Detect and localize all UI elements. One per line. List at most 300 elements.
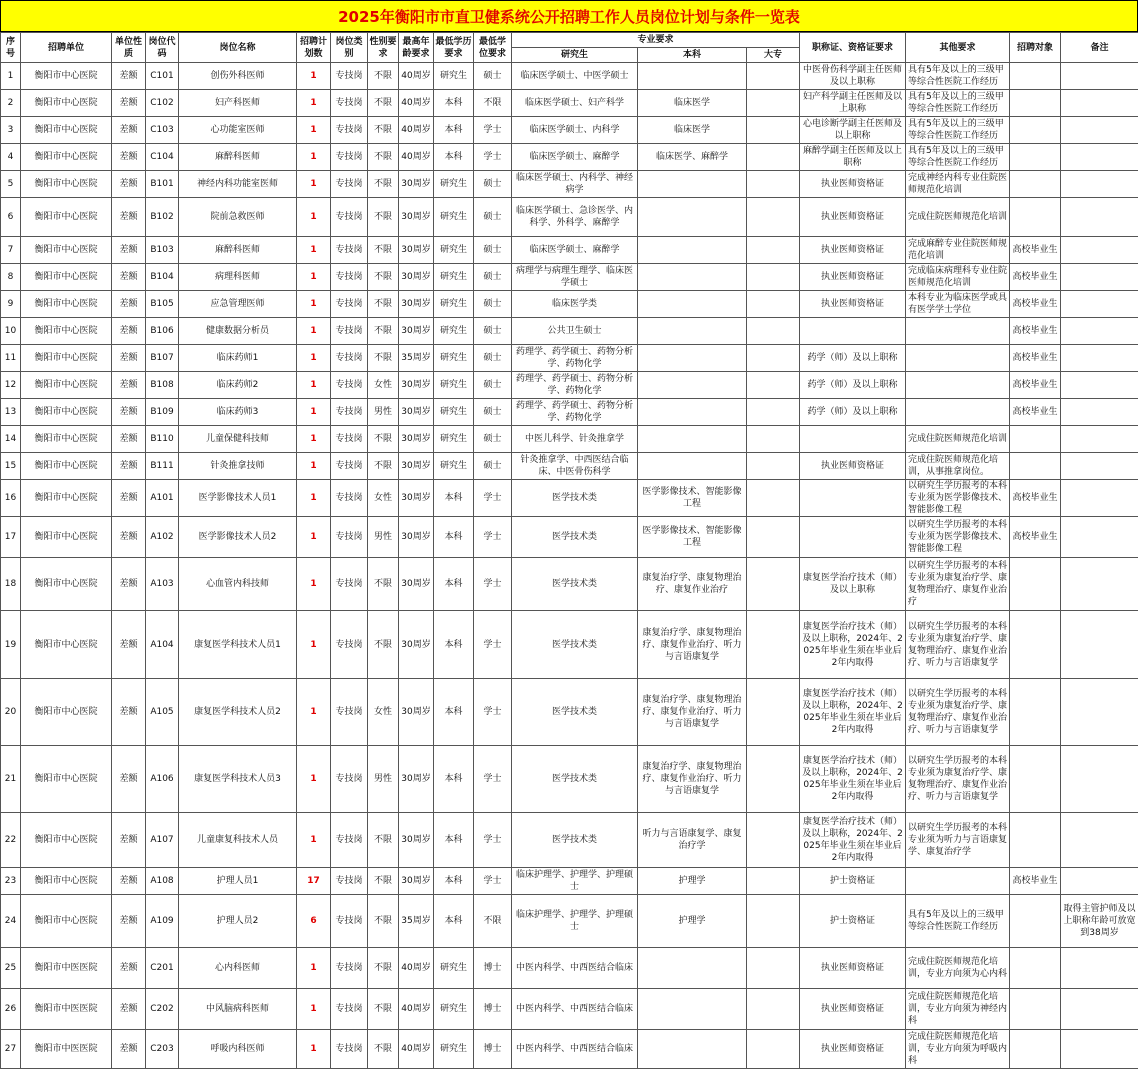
cell-unit: 衡阳市中心医院 (21, 90, 112, 117)
cell-note (1061, 813, 1138, 868)
table-row (1, 198, 1138, 237)
cell-post: 康复医学科技术人员2 (179, 679, 297, 746)
cell-unit: 衡阳市中心医院 (21, 813, 112, 868)
cell-code: B107 (146, 345, 179, 372)
cell-target: 高校毕业生 (1010, 372, 1061, 399)
cell-grad: 临床医学硕士、内科学 (512, 117, 638, 144)
cell-target (1010, 198, 1061, 237)
page-title: 2025年衡阳市市直卫健系统公开招聘工作人员岗位计划与条件一览表 (0, 0, 1138, 32)
cell-edu: 研究生 (434, 318, 474, 345)
table-row (1, 558, 1138, 611)
cell-category: 专技岗 (331, 318, 368, 345)
cell-bach (638, 426, 747, 453)
cell-nature: 差额 (112, 426, 146, 453)
cell-junior (747, 399, 800, 426)
cell-code: B110 (146, 426, 179, 453)
table-row (1, 948, 1138, 989)
cell-seq: 11 (1, 345, 21, 372)
cell-age: 30周岁 (399, 558, 434, 611)
cell-seq: 14 (1, 426, 21, 453)
cell-gender: 男性 (368, 746, 399, 813)
cell-nature: 差额 (112, 291, 146, 318)
cell-grad: 病理学与病理生理学、临床医学硕士 (512, 264, 638, 291)
cell-cert: 妇产科学副主任医师及以上职称 (800, 90, 906, 117)
cell-other (906, 399, 1010, 426)
cell-degree: 学士 (474, 611, 512, 679)
cell-plan: 1 (297, 813, 331, 868)
cell-category: 专技岗 (331, 611, 368, 679)
cell-unit: 衡阳市中心医院 (21, 679, 112, 746)
cell-gender: 不限 (368, 198, 399, 237)
cell-seq: 17 (1, 517, 21, 558)
cell-cert: 执业医师资格证 (800, 237, 906, 264)
table-row (1, 611, 1138, 679)
cell-unit: 衡阳市中心医院 (21, 264, 112, 291)
cell-target: 高校毕业生 (1010, 480, 1061, 517)
table-row (1, 117, 1138, 144)
cell-junior (747, 291, 800, 318)
cell-nature: 差额 (112, 1030, 146, 1069)
cell-junior (747, 868, 800, 895)
cell-age: 30周岁 (399, 453, 434, 480)
cell-other: 具有5年及以上的三级甲等综合性医院工作经历 (906, 117, 1010, 144)
cell-code: B103 (146, 237, 179, 264)
cell-other: 完成住院医师规范化培训，专业方向须为心内科 (906, 948, 1010, 989)
cell-target (1010, 611, 1061, 679)
cell-unit: 衡阳市中心医院 (21, 345, 112, 372)
cell-junior (747, 480, 800, 517)
header-nature: 单位性质 (112, 33, 146, 63)
cell-gender: 男性 (368, 517, 399, 558)
cell-grad: 医学技术类 (512, 558, 638, 611)
cell-gender: 不限 (368, 63, 399, 90)
cell-seq: 27 (1, 1030, 21, 1069)
cell-edu: 本科 (434, 868, 474, 895)
cell-post: 神经内科功能室医师 (179, 171, 297, 198)
cell-grad: 中医儿科学、针灸推拿学 (512, 426, 638, 453)
cell-plan: 1 (297, 171, 331, 198)
cell-post: 针灸推拿技师 (179, 453, 297, 480)
cell-gender: 不限 (368, 345, 399, 372)
cell-target (1010, 63, 1061, 90)
cell-age: 40周岁 (399, 90, 434, 117)
cell-degree: 学士 (474, 746, 512, 813)
cell-note (1061, 989, 1138, 1030)
cell-cert: 护士资格证 (800, 868, 906, 895)
cell-junior (747, 372, 800, 399)
cell-target (1010, 90, 1061, 117)
cell-cert: 执业医师资格证 (800, 198, 906, 237)
cell-junior (747, 237, 800, 264)
cell-note (1061, 1030, 1138, 1069)
cell-bach (638, 345, 747, 372)
cell-unit: 衡阳市中心医院 (21, 372, 112, 399)
cell-plan: 1 (297, 117, 331, 144)
cell-note (1061, 372, 1138, 399)
cell-post: 应急管理医师 (179, 291, 297, 318)
cell-category: 专技岗 (331, 426, 368, 453)
cell-gender: 不限 (368, 237, 399, 264)
cell-grad: 临床医学硕士、中医学硕士 (512, 63, 638, 90)
cell-post: 儿童保健科技师 (179, 426, 297, 453)
cell-code: A102 (146, 517, 179, 558)
cell-gender: 不限 (368, 171, 399, 198)
cell-note (1061, 345, 1138, 372)
cell-grad: 临床医学硕士、麻醉学 (512, 237, 638, 264)
cell-category: 专技岗 (331, 90, 368, 117)
cell-nature: 差额 (112, 746, 146, 813)
cell-seq: 1 (1, 63, 21, 90)
cell-cert: 执业医师资格证 (800, 264, 906, 291)
cell-grad: 临床护理学、护理学、护理硕士 (512, 868, 638, 895)
cell-seq: 12 (1, 372, 21, 399)
cell-other: 具有5年及以上的三级甲等综合性医院工作经历 (906, 895, 1010, 948)
header-seq: 序号 (1, 33, 21, 63)
cell-degree: 硕士 (474, 399, 512, 426)
table-row (1, 399, 1138, 426)
cell-plan: 1 (297, 372, 331, 399)
cell-cert: 执业医师资格证 (800, 453, 906, 480)
cell-junior (747, 895, 800, 948)
cell-target: 高校毕业生 (1010, 291, 1061, 318)
cell-other: 具有5年及以上的三级甲等综合性医院工作经历 (906, 144, 1010, 171)
cell-edu: 本科 (434, 517, 474, 558)
cell-note (1061, 198, 1138, 237)
cell-post: 麻醉科医师 (179, 144, 297, 171)
cell-target (1010, 746, 1061, 813)
cell-age: 40周岁 (399, 1030, 434, 1069)
header-edu: 最低学历要求 (434, 33, 474, 63)
cell-nature: 差额 (112, 989, 146, 1030)
cell-target: 高校毕业生 (1010, 517, 1061, 558)
cell-plan: 1 (297, 480, 331, 517)
cell-nature: 差额 (112, 480, 146, 517)
cell-junior (747, 517, 800, 558)
cell-plan: 1 (297, 399, 331, 426)
header-post: 岗位名称 (179, 33, 297, 63)
cell-code: A109 (146, 895, 179, 948)
cell-category: 专技岗 (331, 480, 368, 517)
cell-edu: 本科 (434, 144, 474, 171)
cell-code: A103 (146, 558, 179, 611)
cell-degree: 学士 (474, 480, 512, 517)
cell-seq: 10 (1, 318, 21, 345)
cell-edu: 研究生 (434, 426, 474, 453)
cell-plan: 1 (297, 426, 331, 453)
cell-unit: 衡阳市中医医院 (21, 1030, 112, 1069)
cell-nature: 差额 (112, 117, 146, 144)
cell-seq: 25 (1, 948, 21, 989)
cell-post: 病理科医师 (179, 264, 297, 291)
cell-nature: 差额 (112, 345, 146, 372)
cell-bach: 临床医学、麻醉学 (638, 144, 747, 171)
cell-code: C202 (146, 989, 179, 1030)
cell-other: 以研究生学历报考的本科专业须为康复治疗学、康复物理治疗、康复作业治疗、听力与言语康复学 (906, 611, 1010, 679)
cell-age: 30周岁 (399, 868, 434, 895)
cell-note (1061, 517, 1138, 558)
cell-junior (747, 453, 800, 480)
cell-gender: 不限 (368, 948, 399, 989)
cell-target (1010, 453, 1061, 480)
table-row (1, 318, 1138, 345)
cell-note (1061, 426, 1138, 453)
cell-other: 本科专业为临床医学或具有医学学士学位 (906, 291, 1010, 318)
cell-unit: 衡阳市中心医院 (21, 198, 112, 237)
cell-edu: 研究生 (434, 171, 474, 198)
cell-cert: 康复医学治疗技术（师）及以上职称，2024年、2025年毕业生须在毕业后2年内取得 (800, 679, 906, 746)
cell-bach: 临床医学 (638, 90, 747, 117)
header-grad: 研究生 (512, 48, 638, 63)
cell-code: B106 (146, 318, 179, 345)
cell-seq: 6 (1, 198, 21, 237)
cell-unit: 衡阳市中医医院 (21, 989, 112, 1030)
cell-junior (747, 426, 800, 453)
cell-bach: 护理学 (638, 895, 747, 948)
header-gender: 性别要求 (368, 33, 399, 63)
cell-cert: 护士资格证 (800, 895, 906, 948)
cell-nature: 差额 (112, 679, 146, 746)
table-row (1, 372, 1138, 399)
cell-unit: 衡阳市中心医院 (21, 611, 112, 679)
cell-degree: 硕士 (474, 198, 512, 237)
cell-plan: 1 (297, 1030, 331, 1069)
cell-cert: 麻醉学副主任医师及以上职称 (800, 144, 906, 171)
header-bach: 本科 (638, 48, 747, 63)
cell-note (1061, 480, 1138, 517)
cell-seq: 16 (1, 480, 21, 517)
table-row (1, 63, 1138, 90)
cell-nature: 差额 (112, 318, 146, 345)
cell-unit: 衡阳市中心医院 (21, 117, 112, 144)
cell-seq: 9 (1, 291, 21, 318)
cell-code: B105 (146, 291, 179, 318)
cell-bach: 康复治疗学、康复物理治疗、康复作业治疗、听力与言语康复学 (638, 679, 747, 746)
cell-plan: 1 (297, 558, 331, 611)
cell-gender: 不限 (368, 868, 399, 895)
cell-grad: 药理学、药学硕士、药物分析学、药物化学 (512, 399, 638, 426)
cell-code: B102 (146, 198, 179, 237)
cell-nature: 差额 (112, 558, 146, 611)
cell-grad: 医学技术类 (512, 611, 638, 679)
cell-junior (747, 1030, 800, 1069)
cell-bach (638, 237, 747, 264)
cell-cert: 康复医学治疗技术（师）及以上职称，2024年、2025年毕业生须在毕业后2年内取得 (800, 746, 906, 813)
cell-bach: 康复治疗学、康复物理治疗、康复作业治疗、听力与言语康复学 (638, 746, 747, 813)
header-category: 岗位类别 (331, 33, 368, 63)
cell-seq: 8 (1, 264, 21, 291)
cell-plan: 1 (297, 611, 331, 679)
cell-edu: 本科 (434, 117, 474, 144)
cell-bach (638, 372, 747, 399)
cell-gender: 女性 (368, 480, 399, 517)
header-unit: 招聘单位 (21, 33, 112, 63)
cell-cert: 执业医师资格证 (800, 948, 906, 989)
cell-note (1061, 171, 1138, 198)
cell-cert: 执业医师资格证 (800, 989, 906, 1030)
cell-other: 以研究生学历报考的本科专业须为康复治疗学、康复物理治疗、康复作业治疗、听力与言语康复学 (906, 746, 1010, 813)
cell-degree: 硕士 (474, 426, 512, 453)
cell-edu: 研究生 (434, 948, 474, 989)
cell-other (906, 372, 1010, 399)
cell-age: 30周岁 (399, 517, 434, 558)
cell-nature: 差额 (112, 517, 146, 558)
cell-plan: 1 (297, 237, 331, 264)
cell-unit: 衡阳市中心医院 (21, 237, 112, 264)
cell-post: 心功能室医师 (179, 117, 297, 144)
cell-plan: 1 (297, 989, 331, 1030)
cell-gender: 不限 (368, 989, 399, 1030)
cell-junior (747, 558, 800, 611)
cell-unit: 衡阳市中心医院 (21, 453, 112, 480)
cell-note (1061, 63, 1138, 90)
cell-junior (747, 611, 800, 679)
cell-degree: 学士 (474, 117, 512, 144)
table-row (1, 426, 1138, 453)
cell-target: 高校毕业生 (1010, 237, 1061, 264)
table-row (1, 1030, 1138, 1069)
cell-bach: 医学影像技术、智能影像工程 (638, 480, 747, 517)
cell-category: 专技岗 (331, 868, 368, 895)
cell-age: 30周岁 (399, 198, 434, 237)
cell-target (1010, 948, 1061, 989)
cell-plan: 17 (297, 868, 331, 895)
cell-unit: 衡阳市中心医院 (21, 144, 112, 171)
cell-degree: 学士 (474, 868, 512, 895)
header-age: 最高年龄要求 (399, 33, 434, 63)
cell-category: 专技岗 (331, 948, 368, 989)
cell-seq: 3 (1, 117, 21, 144)
cell-grad: 中医内科学、中西医结合临床 (512, 1030, 638, 1069)
cell-note (1061, 399, 1138, 426)
header-target: 招聘对象 (1010, 33, 1061, 63)
cell-plan: 1 (297, 291, 331, 318)
cell-category: 专技岗 (331, 813, 368, 868)
cell-degree: 博士 (474, 989, 512, 1030)
cell-post: 护理人员1 (179, 868, 297, 895)
cell-grad: 药理学、药学硕士、药物分析学、药物化学 (512, 372, 638, 399)
cell-post: 康复医学科技术人员1 (179, 611, 297, 679)
table-row (1, 679, 1138, 746)
cell-target: 高校毕业生 (1010, 868, 1061, 895)
cell-code: C203 (146, 1030, 179, 1069)
table-row (1, 746, 1138, 813)
cell-edu: 研究生 (434, 453, 474, 480)
cell-seq: 2 (1, 90, 21, 117)
cell-note (1061, 90, 1138, 117)
cell-plan: 1 (297, 198, 331, 237)
cell-nature: 差额 (112, 144, 146, 171)
cell-other: 以研究生学历报考的本科专业须为医学影像技术、智能影像工程 (906, 517, 1010, 558)
cell-target: 高校毕业生 (1010, 318, 1061, 345)
table-row (1, 895, 1138, 948)
cell-nature: 差额 (112, 611, 146, 679)
cell-note (1061, 679, 1138, 746)
cell-degree: 硕士 (474, 63, 512, 90)
cell-degree: 硕士 (474, 318, 512, 345)
table-row (1, 989, 1138, 1030)
cell-post: 儿童康复科技术人员 (179, 813, 297, 868)
cell-plan: 1 (297, 318, 331, 345)
recruitment-table (0, 32, 1138, 1069)
cell-plan: 1 (297, 517, 331, 558)
cell-bach (638, 399, 747, 426)
cell-unit: 衡阳市中心医院 (21, 291, 112, 318)
cell-nature: 差额 (112, 948, 146, 989)
cell-bach: 康复治疗学、康复物理治疗、康复作业治疗、听力与言语康复学 (638, 611, 747, 679)
cell-unit: 衡阳市中心医院 (21, 318, 112, 345)
cell-cert: 执业医师资格证 (800, 291, 906, 318)
cell-cert: 中医骨伤科学副主任医师及以上职称 (800, 63, 906, 90)
cell-other: 以研究生学历报考的本科专业须为康复治疗学、康复物理治疗、康复作业治疗 (906, 558, 1010, 611)
cell-age: 30周岁 (399, 264, 434, 291)
cell-code: C102 (146, 90, 179, 117)
cell-other: 完成住院医师规范化培训 (906, 426, 1010, 453)
cell-plan: 1 (297, 948, 331, 989)
cell-post: 呼吸内科医师 (179, 1030, 297, 1069)
cell-gender: 男性 (368, 399, 399, 426)
cell-grad: 公共卫生硕士 (512, 318, 638, 345)
header-junior: 大专 (747, 48, 800, 63)
cell-code: B111 (146, 453, 179, 480)
cell-gender: 不限 (368, 318, 399, 345)
cell-code: A104 (146, 611, 179, 679)
cell-note (1061, 291, 1138, 318)
cell-note (1061, 948, 1138, 989)
cell-note (1061, 318, 1138, 345)
table-row (1, 480, 1138, 517)
cell-unit: 衡阳市中心医院 (21, 480, 112, 517)
cell-edu: 本科 (434, 746, 474, 813)
header-code: 岗位代码 (146, 33, 179, 63)
cell-cert (800, 426, 906, 453)
cell-category: 专技岗 (331, 453, 368, 480)
cell-plan: 1 (297, 679, 331, 746)
cell-junior (747, 679, 800, 746)
cell-unit: 衡阳市中心医院 (21, 63, 112, 90)
cell-edu: 研究生 (434, 198, 474, 237)
cell-bach (638, 198, 747, 237)
cell-cert: 药学（师）及以上职称 (800, 372, 906, 399)
cell-edu: 研究生 (434, 237, 474, 264)
cell-age: 30周岁 (399, 171, 434, 198)
cell-age: 30周岁 (399, 399, 434, 426)
cell-category: 专技岗 (331, 237, 368, 264)
cell-degree: 学士 (474, 679, 512, 746)
cell-target (1010, 426, 1061, 453)
cell-unit: 衡阳市中心医院 (21, 746, 112, 813)
header-cert: 职称证、资格证要求 (800, 33, 906, 63)
cell-cert: 执业医师资格证 (800, 171, 906, 198)
cell-nature: 差额 (112, 868, 146, 895)
cell-nature: 差额 (112, 453, 146, 480)
cell-nature: 差额 (112, 813, 146, 868)
cell-post: 妇产科医师 (179, 90, 297, 117)
cell-grad: 医学技术类 (512, 813, 638, 868)
cell-category: 专技岗 (331, 746, 368, 813)
cell-degree: 硕士 (474, 345, 512, 372)
header-major: 专业要求 (512, 33, 800, 48)
cell-other: 以研究生学历报考的本科专业须为医学影像技术、智能影像工程 (906, 480, 1010, 517)
cell-code: A106 (146, 746, 179, 813)
cell-age: 40周岁 (399, 989, 434, 1030)
cell-post: 院前急救医师 (179, 198, 297, 237)
cell-category: 专技岗 (331, 264, 368, 291)
cell-bach: 临床医学 (638, 117, 747, 144)
cell-edu: 本科 (434, 895, 474, 948)
cell-category: 专技岗 (331, 63, 368, 90)
cell-cert: 康复医学治疗技术（师）及以上职称，2024年、2025年毕业生须在毕业后2年内取得 (800, 611, 906, 679)
cell-edu: 本科 (434, 90, 474, 117)
